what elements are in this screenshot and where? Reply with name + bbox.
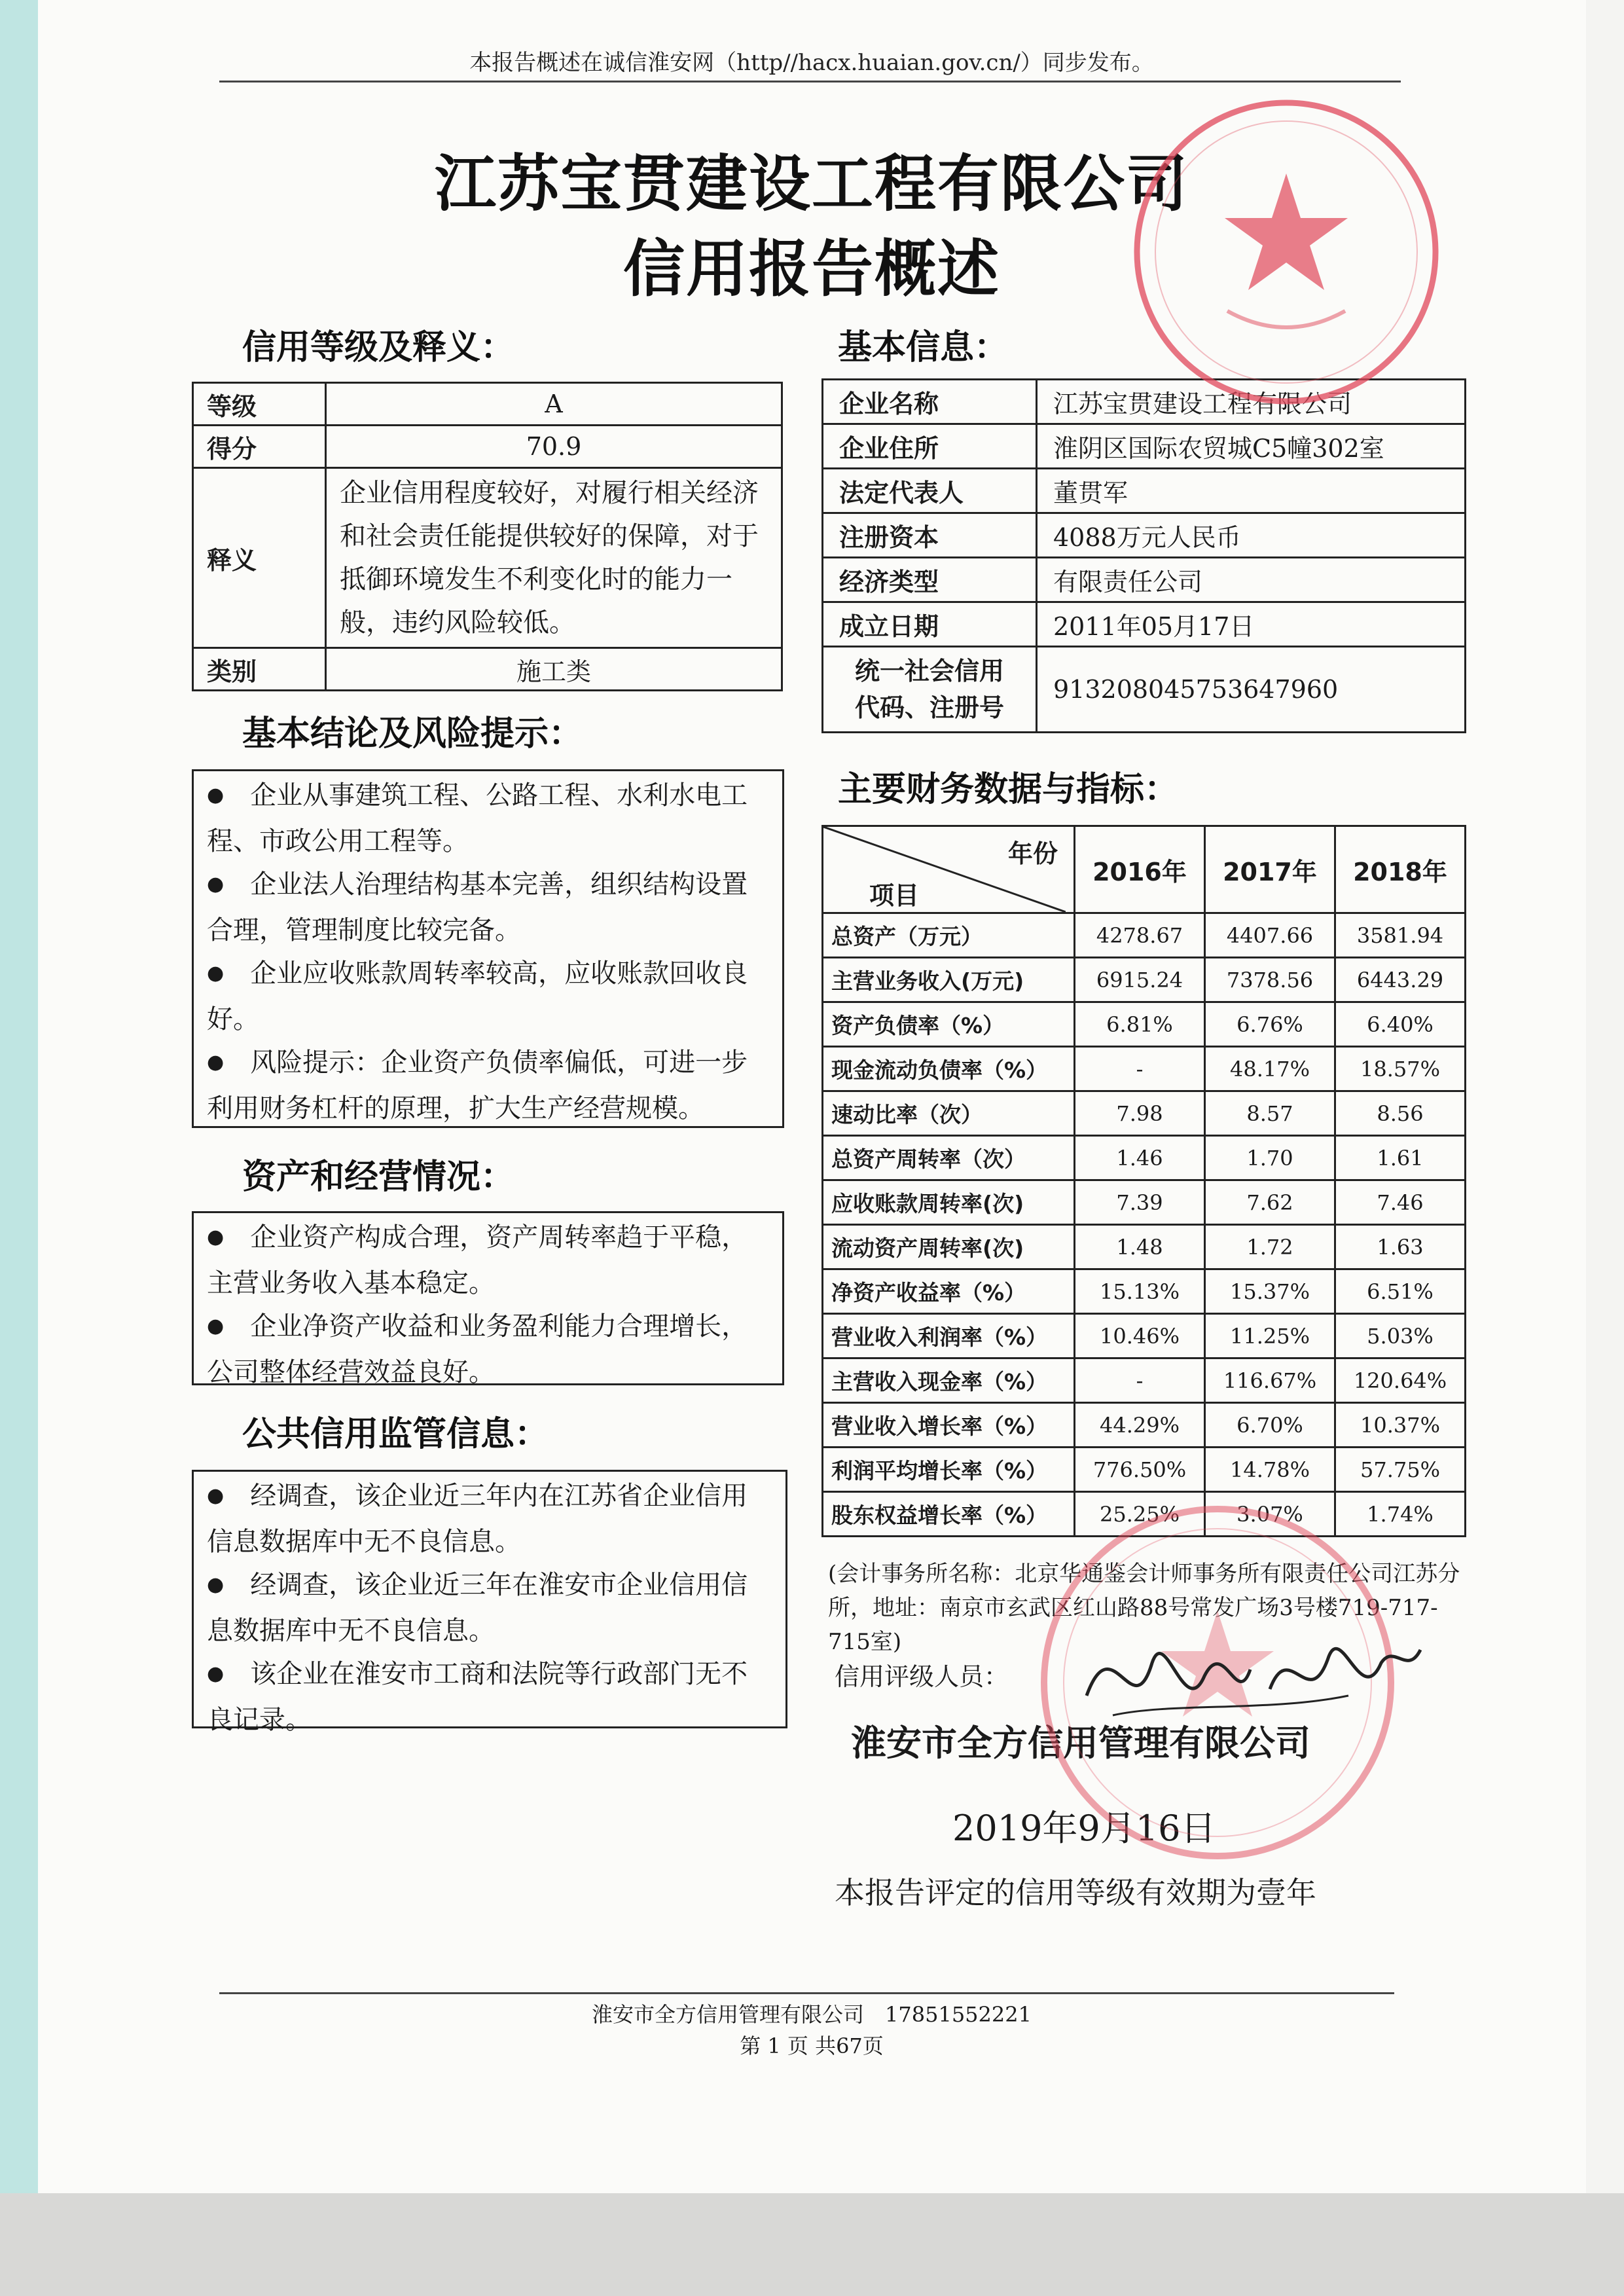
- table-row: [823, 469, 1466, 513]
- indicator-value: 1.46: [1075, 1136, 1205, 1180]
- indicator-value: 15.13%: [1075, 1269, 1205, 1314]
- table-row: [823, 1136, 1466, 1180]
- indicator-label: 主营收入现金率（%）: [823, 1358, 1075, 1403]
- supervision-box: [192, 1470, 787, 1735]
- bullet-icon: ●: [207, 1051, 225, 1074]
- indicator-value: 7.62: [1205, 1180, 1335, 1225]
- indicator-value: 6.40%: [1335, 1002, 1466, 1047]
- list-item: ● 经调查，该企业近三年在淮安市企业信用信息数据库中无不良信息。: [207, 1570, 748, 1646]
- indicator-label: 营业收入增长率（%）: [823, 1403, 1075, 1448]
- table-row: [823, 513, 1466, 558]
- category-label: 类别: [193, 648, 326, 691]
- indicator-label: 现金流动负债率（%）: [823, 1047, 1075, 1091]
- indicator-value: 4407.66: [1205, 913, 1335, 958]
- conclusion-box: [192, 769, 784, 1128]
- indicator-value: 7.98: [1075, 1091, 1205, 1136]
- issue-date: 2019年9月16日: [952, 1808, 1216, 1849]
- audit-firm-note: (会计事务所名称：北京华通鉴会计师事务所有限责任公司江苏分所，地址：南京市玄武区红山路88号常发广场3号楼719-717-715室): [828, 1561, 1460, 1655]
- table-row: [823, 1269, 1466, 1314]
- indicator-value: 44.29%: [1075, 1403, 1205, 1448]
- bullet-icon: ●: [207, 1226, 225, 1248]
- indicator-value: 1.72: [1205, 1225, 1335, 1269]
- score-label: 得分: [193, 426, 326, 468]
- bullet-icon: ●: [207, 784, 225, 807]
- finance-heading: 主要财务数据与指标：: [838, 770, 1179, 809]
- finance-rows: [823, 913, 1466, 1537]
- validity-note: 本报告评定的信用等级有效期为壹年: [835, 1875, 1316, 1910]
- credit-grade-table: [192, 382, 783, 691]
- indicator-value: 14.78%: [1205, 1448, 1335, 1492]
- footer-company: 淮安市全方信用管理有限公司 17851552221: [592, 2002, 1032, 2027]
- indicator-value: 776.50%: [1075, 1448, 1205, 1492]
- conclusion-heading: 基本结论及风险提示：: [242, 714, 583, 754]
- table-row: [823, 1180, 1466, 1225]
- table-header-row: [823, 826, 1466, 913]
- field-label: 企业名称: [823, 380, 1037, 424]
- field-label: 成立日期: [823, 602, 1037, 647]
- corner-year-label: 年份: [1007, 839, 1058, 868]
- indicator-value: 7.46: [1335, 1180, 1466, 1225]
- table-row: [823, 1002, 1466, 1047]
- credit-code-label-line1: 统一社会信用: [854, 657, 1004, 685]
- table-row: [823, 958, 1466, 1002]
- list-item: ● 企业资产构成合理，资产周转率趋于平稳，主营业务收入基本稳定。: [207, 1222, 748, 1298]
- indicator-value: 116.67%: [1205, 1358, 1335, 1403]
- indicator-value: 6.76%: [1205, 1002, 1335, 1047]
- table-row: [823, 380, 1466, 424]
- list-item: ● 企业净资产收益和业务盈利能力合理增长，公司整体经营效益良好。: [207, 1311, 748, 1387]
- indicator-value: 7378.56: [1205, 958, 1335, 1002]
- bullet-icon: ●: [207, 1662, 225, 1685]
- indicator-value: 11.25%: [1205, 1314, 1335, 1358]
- list-item: ● 企业应收账款周转率较高，应收账款回收良好。: [207, 958, 748, 1034]
- table-row: [823, 558, 1466, 602]
- table-row: [823, 1047, 1466, 1091]
- score-value: 70.9: [326, 426, 782, 468]
- credit-code-label: [823, 647, 1037, 733]
- bullet-icon: ●: [207, 873, 225, 896]
- indicator-value: 6.70%: [1205, 1403, 1335, 1448]
- indicator-label: 速动比率（次）: [823, 1091, 1075, 1136]
- indicator-value: 1.61: [1335, 1136, 1466, 1180]
- field-label: 企业住所: [823, 424, 1037, 469]
- field-value: 2011年05月17日: [1037, 602, 1466, 647]
- assets-heading: 资产和经营情况：: [242, 1157, 515, 1197]
- bullet-icon: ●: [207, 1573, 225, 1596]
- field-value: 江苏宝贯建设工程有限公司: [1037, 380, 1466, 424]
- indicator-label: 股东权益增长率（%）: [823, 1492, 1075, 1537]
- indicator-value: 48.17%: [1205, 1047, 1335, 1091]
- year-header: 2018年: [1335, 826, 1466, 913]
- table-row: [193, 426, 782, 468]
- header-rule: [219, 81, 1401, 82]
- indicator-value: 57.75%: [1335, 1448, 1466, 1492]
- grade-value: A: [326, 383, 782, 426]
- indicator-value: 1.48: [1075, 1225, 1205, 1269]
- field-value: 淮阴区国际农贸城C5幢302室: [1037, 424, 1466, 469]
- publish-note: 本报告概述在诚信淮安网（http//hacx.huaian.gov.cn/）同步发布。: [469, 50, 1154, 76]
- table-row: [823, 1448, 1466, 1492]
- indicator-label: 主营业务收入(万元): [823, 958, 1075, 1002]
- indicator-value: 8.57: [1205, 1091, 1335, 1136]
- field-value: 4088万元人民币: [1037, 513, 1466, 558]
- indicator-value: 5.03%: [1335, 1314, 1466, 1358]
- credit-code-value: 913208045753647960: [1037, 647, 1466, 733]
- basic-info-table: [821, 378, 1466, 733]
- indicator-label: 利润平均增长率（%）: [823, 1448, 1075, 1492]
- field-label: 注册资本: [823, 513, 1037, 558]
- report-title: 信用报告概述: [623, 234, 1000, 305]
- indicator-value: 18.57%: [1335, 1047, 1466, 1091]
- list-item: ● 风险提示：企业资产负债率偏低，可进一步利用财务杠杆的原理，扩大生产经营规模。: [207, 1048, 748, 1123]
- footer-rule: [219, 1992, 1394, 1994]
- indicator-value: 1.70: [1205, 1136, 1335, 1180]
- indicator-value: 8.56: [1335, 1091, 1466, 1136]
- list-item: ● 经调查，该企业近三年内在江苏省企业信用信息数据库中无不良信息。: [207, 1481, 748, 1557]
- indicator-value: 7.39: [1075, 1180, 1205, 1225]
- indicator-value: 3581.94: [1335, 913, 1466, 958]
- corner-item-label: 项目: [869, 881, 920, 910]
- indicator-value: 6.81%: [1075, 1002, 1205, 1047]
- table-row: [823, 424, 1466, 469]
- bullet-icon: ●: [207, 1315, 225, 1338]
- indicator-value: 3.07%: [1205, 1492, 1335, 1537]
- indicator-label: 营业收入利润率（%）: [823, 1314, 1075, 1358]
- company-title: 江苏宝贯建设工程有限公司: [434, 149, 1189, 220]
- indicator-value: 10.46%: [1075, 1314, 1205, 1358]
- rater-label: 信用评级人员：: [835, 1662, 1009, 1691]
- credit-code-label-line2: 代码、注册号: [854, 693, 1004, 722]
- field-label: 法定代表人: [823, 469, 1037, 513]
- table-row: [823, 647, 1466, 733]
- indicator-value: 10.37%: [1335, 1403, 1466, 1448]
- indicator-value: 120.64%: [1335, 1358, 1466, 1403]
- indicator-value: -: [1075, 1047, 1205, 1091]
- table-row: [823, 1358, 1466, 1403]
- field-label: 经济类型: [823, 558, 1037, 602]
- indicator-label: 资产负债率（%）: [823, 1002, 1075, 1047]
- category-value: 施工类: [326, 648, 782, 691]
- bullet-icon: ●: [207, 1484, 225, 1507]
- indicator-value: 4278.67: [1075, 913, 1205, 958]
- year-header: 2016年: [1075, 826, 1205, 913]
- table-row: [823, 1314, 1466, 1358]
- footer-page-number: 第 1 页 共67页: [740, 2033, 884, 2058]
- indicator-label: 净资产收益率（%）: [823, 1269, 1075, 1314]
- year-header: 2017年: [1205, 826, 1335, 913]
- indicator-value: 15.37%: [1205, 1269, 1335, 1314]
- supervision-heading: 公共信用监管信息：: [242, 1415, 549, 1454]
- issuer-name: 淮安市全方信用管理有限公司: [851, 1722, 1310, 1764]
- table-row: [823, 1225, 1466, 1269]
- basic-info-heading: 基本信息：: [838, 328, 1009, 367]
- list-item: ● 企业法人治理结构基本完善，组织结构设置合理，管理制度比较完备。: [207, 869, 748, 945]
- table-row: [193, 383, 782, 426]
- scan-edge-strip: [0, 0, 38, 2296]
- header-corner-cell: [823, 826, 1075, 913]
- field-value: 有限责任公司: [1037, 558, 1466, 602]
- meaning-label: 释义: [193, 468, 326, 648]
- table-row: [823, 602, 1466, 647]
- meaning-value: 企业信用程度较好，对履行相关经济和社会责任能提供较好的保障，对于抵御环境发生不利变化时的能力一般，违约风险较低。: [326, 468, 782, 648]
- grade-label: 等级: [193, 383, 326, 426]
- table-row: [823, 1492, 1466, 1537]
- bullet-icon: ●: [207, 962, 225, 985]
- indicator-value: 6915.24: [1075, 958, 1205, 1002]
- indicator-value: 6.51%: [1335, 1269, 1466, 1314]
- finance-table: [821, 825, 1466, 1537]
- table-row: [823, 913, 1466, 958]
- table-row: [823, 1403, 1466, 1448]
- table-row: [193, 468, 782, 648]
- indicator-label: 流动资产周转率(次): [823, 1225, 1075, 1269]
- assets-box: [192, 1211, 784, 1385]
- indicator-value: -: [1075, 1358, 1205, 1403]
- indicator-label: 总资产周转率（次）: [823, 1136, 1075, 1180]
- table-row: [193, 648, 782, 691]
- credit-heading: 信用等级及释义：: [242, 328, 515, 367]
- table-row: [823, 1091, 1466, 1136]
- indicator-value: 25.25%: [1075, 1492, 1205, 1537]
- field-value: 董贯军: [1037, 469, 1466, 513]
- indicator-label: 总资产（万元）: [823, 913, 1075, 958]
- indicator-value: 1.63: [1335, 1225, 1466, 1269]
- list-item: ● 该企业在淮安市工商和法院等行政部门无不良记录。: [207, 1659, 748, 1735]
- indicator-value: 1.74%: [1335, 1492, 1466, 1537]
- list-item: ● 企业从事建筑工程、公路工程、水利水电工程、市政公用工程等。: [207, 780, 748, 856]
- indicator-value: 6443.29: [1335, 958, 1466, 1002]
- scan-bottom-band: [0, 2193, 1624, 2296]
- indicator-label: 应收账款周转率(次): [823, 1180, 1075, 1225]
